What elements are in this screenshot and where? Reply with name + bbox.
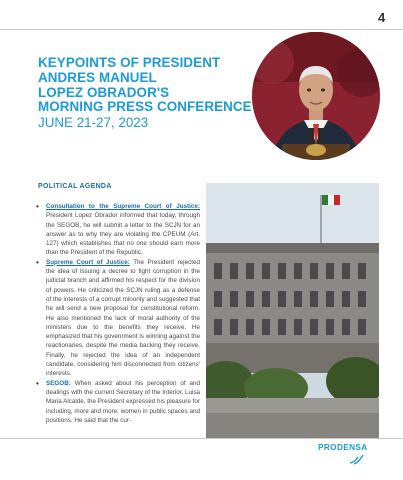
bullet-heading: Supreme Court of Justice:	[46, 258, 130, 266]
brand-logo-text: PRODENSA	[318, 443, 368, 452]
title-line-3: LOPEZ OBRADOR'S	[38, 84, 170, 100]
document-title	[38, 56, 263, 130]
list-item	[36, 379, 200, 425]
section-heading: POLITICAL AGENDA	[38, 183, 112, 190]
page-number: 4	[378, 10, 386, 25]
prodensa-swoosh-icon	[349, 452, 365, 470]
title-date: JUNE 21-27, 2023	[38, 115, 149, 131]
bullet-text: President Lopez Obrador informed that today, through the SEGOB, he will submit a letter to the SCJN for an answer as to why they are violating the CPEUM (Art. 127) which establishes that no one should earn more than the President of the Republic.	[46, 212, 200, 257]
top-divider	[0, 29, 403, 30]
title-line-2: ANDRES MANUEL	[38, 69, 157, 85]
bullet-text: The President rejected the idea of issuing a decree to fight corruption in the judicial branch and affirmed his respect for the division of powers. He criticized the SCJN ruling as a defense of the interests of a corrupt minority and suggested that he will send a new proposal for constitutional reform. He also mentioned the lack of moral authority of the ministers due to the benefits they receive. He emphasized that his government is winning against the reactionaries, despite the media backing they receive. Finally, he rejected the idea of an independent candidate, considering him disconnected from citizens' interests.	[46, 258, 201, 378]
bullet-heading: SEGOB:	[46, 379, 71, 387]
list-item	[36, 202, 200, 258]
bottom-divider	[0, 438, 403, 439]
supreme-court-building-photo	[206, 183, 379, 439]
title-line-1: KEYPOINTS OF PRESIDENT	[38, 55, 221, 70]
title-line-4: MORNING PRESS CONFERENCE	[38, 99, 252, 115]
list-item	[36, 258, 200, 379]
bullet-list	[36, 202, 200, 425]
bullet-heading: Consultation to the Supreme Court of Justice:	[46, 203, 200, 210]
president-portrait	[252, 32, 380, 160]
bullet-text: When asked about his perception of and dealings with the current Secretary of the Interior, Luisa Maria Alcalde, the President expressed his pleasure for including, more and more, women in public spaces and positions. He said that the cur-	[46, 379, 201, 424]
